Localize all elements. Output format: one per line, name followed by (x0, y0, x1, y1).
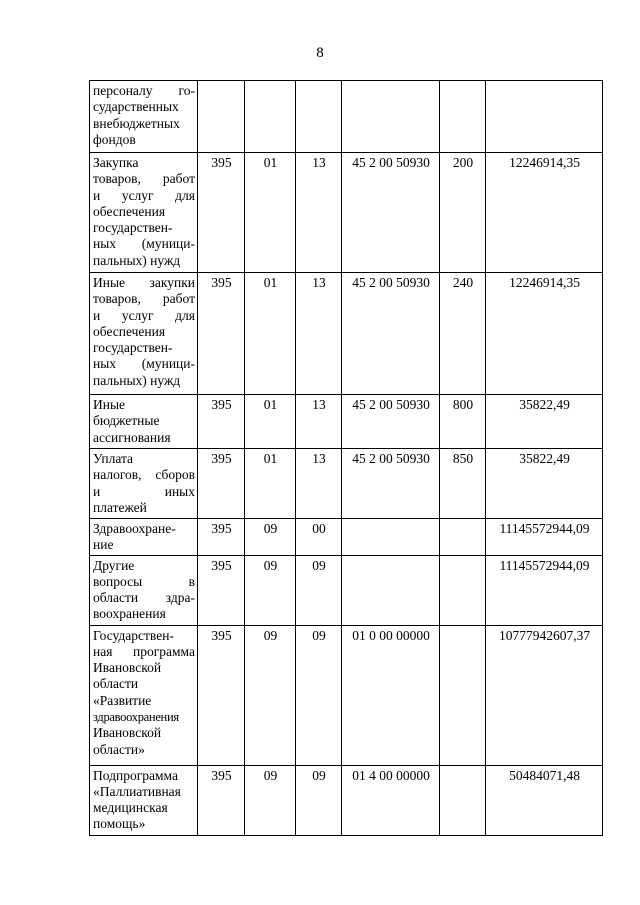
item-name-line: государствен- (93, 340, 173, 356)
item-name-line: медицинская (93, 800, 168, 816)
target-article-cell: 45 2 00 50930 (342, 449, 440, 519)
table-row (90, 519, 603, 556)
page-number: 8 (316, 45, 324, 61)
item-name-cell (90, 153, 198, 273)
item-name-line: и услуг для (93, 307, 195, 323)
item-name-line: персоналу го- (93, 83, 195, 98)
item-name-line: фондов (93, 131, 136, 147)
target-article-cell (342, 555, 440, 625)
admin-code-cell: 395 (198, 519, 245, 556)
expense-type-cell: 200 (440, 153, 486, 273)
amount-cell: 50484071,48 (486, 765, 603, 835)
item-name-line: воохранения (93, 606, 166, 622)
target-article-cell: 45 2 00 50930 (342, 153, 440, 273)
item-name-line: платежей (93, 499, 147, 515)
expense-type-cell (440, 519, 486, 556)
target-article-cell: 01 0 00 00000 (342, 625, 440, 765)
item-name-line: пальных) нужд (93, 252, 181, 268)
item-name-line: ассигнования (93, 429, 171, 445)
item-name-line: Подпрограмма (93, 767, 178, 783)
item-name-line: вопросы в (93, 573, 195, 589)
subsection-code-cell: 09 (296, 765, 342, 835)
subsection-code-cell: 09 (296, 555, 342, 625)
item-name-line: обеспечения (93, 323, 166, 339)
admin-code-cell: 395 (198, 273, 245, 395)
section-code-cell: 09 (245, 555, 296, 625)
item-name-line: бюджетные (93, 413, 160, 429)
section-code-cell: 01 (245, 273, 296, 395)
admin-code-cell: 395 (198, 625, 245, 765)
item-name-line: Закупка (93, 155, 139, 170)
item-name-line: «Развитие (93, 692, 152, 708)
admin-code-cell (198, 81, 245, 153)
item-name-line: области (93, 676, 139, 692)
item-name-line: и иных (93, 483, 195, 499)
admin-code-cell: 395 (198, 395, 245, 449)
item-name-line: Уплата (93, 451, 134, 466)
section-code-cell (245, 81, 296, 153)
item-name-line: Другие (93, 557, 135, 573)
subsection-code-cell: 13 (296, 273, 342, 395)
subsection-code-cell: 13 (296, 449, 342, 519)
target-article-cell: 45 2 00 50930 (342, 273, 440, 395)
budget-table (89, 80, 603, 836)
target-article-cell: 01 4 00 00000 (342, 765, 440, 835)
item-name-line: внебюджетных (93, 115, 180, 131)
item-name-line: товаров, работ (93, 291, 195, 307)
table-row (90, 273, 603, 395)
subsection-code-cell: 13 (296, 395, 342, 449)
expense-type-cell (440, 555, 486, 625)
item-name-line: товаров, работ (93, 171, 195, 187)
amount-cell: 11145572944,09 (486, 555, 603, 625)
item-name-line: области» (93, 741, 145, 757)
item-name-line: ных (муници- (93, 356, 195, 372)
table-row (90, 449, 603, 519)
target-article-cell: 45 2 00 50930 (342, 395, 440, 449)
admin-code-cell: 395 (198, 765, 245, 835)
expense-type-cell (440, 625, 486, 765)
expense-type-cell (440, 765, 486, 835)
item-name-line: Здравоохране- (93, 521, 176, 536)
item-name-line: помощь» (93, 816, 146, 832)
section-code-cell: 09 (245, 765, 296, 835)
table-row (90, 555, 603, 625)
table-row (90, 81, 603, 153)
item-name-line: обеспечения (93, 203, 166, 219)
admin-code-cell: 395 (198, 153, 245, 273)
item-name-cell (90, 765, 198, 835)
amount-cell: 10777942607,37 (486, 625, 603, 765)
amount-cell: 11145572944,09 (486, 519, 603, 556)
item-name-line: Иные закупки (93, 275, 195, 290)
subsection-code-cell (296, 81, 342, 153)
item-name-cell (90, 395, 198, 449)
item-name-line: Ивановской (93, 660, 162, 676)
item-name-line: ная программа (93, 643, 195, 659)
item-name-line: ние (93, 537, 114, 553)
section-code-cell: 01 (245, 395, 296, 449)
admin-code-cell: 395 (198, 555, 245, 625)
item-name-line: сударственных (93, 99, 179, 115)
target-article-cell (342, 519, 440, 556)
item-name-line: ных (муници- (93, 236, 195, 252)
amount-cell: 35822,49 (486, 449, 603, 519)
amount-cell: 35822,49 (486, 395, 603, 449)
item-name-line: государствен- (93, 220, 173, 236)
item-name-line: Ивановской (93, 725, 162, 741)
amount-cell: 12246914,35 (486, 153, 603, 273)
target-article-cell (342, 81, 440, 153)
section-code-cell: 01 (245, 449, 296, 519)
subsection-code-cell: 09 (296, 625, 342, 765)
item-name-cell (90, 273, 198, 395)
item-name-line: Государствен- (93, 627, 174, 643)
table-row (90, 153, 603, 273)
admin-code-cell: 395 (198, 449, 245, 519)
subsection-code-cell: 13 (296, 153, 342, 273)
item-name-cell (90, 625, 198, 765)
table-row (90, 625, 603, 765)
item-name-line: и услуг для (93, 187, 195, 203)
expense-type-cell: 240 (440, 273, 486, 395)
amount-cell: 12246914,35 (486, 273, 603, 395)
item-name-line: здравоохранения (93, 710, 179, 725)
subsection-code-cell: 00 (296, 519, 342, 556)
expense-type-cell (440, 81, 486, 153)
section-code-cell: 09 (245, 519, 296, 556)
table-row (90, 765, 603, 835)
amount-cell (486, 81, 603, 153)
item-name-line: области здра- (93, 590, 195, 606)
expense-type-cell: 850 (440, 449, 486, 519)
item-name-line: «Паллиативная (93, 783, 181, 799)
section-code-cell: 09 (245, 625, 296, 765)
expense-type-cell: 800 (440, 395, 486, 449)
item-name-cell (90, 449, 198, 519)
section-code-cell: 01 (245, 153, 296, 273)
item-name-cell (90, 519, 198, 556)
item-name-cell (90, 555, 198, 625)
item-name-line: Иные (93, 397, 126, 412)
item-name-cell (90, 81, 198, 153)
item-name-line: налогов, сборов (93, 467, 195, 483)
item-name-line: пальных) нужд (93, 372, 181, 388)
table-row (90, 395, 603, 449)
